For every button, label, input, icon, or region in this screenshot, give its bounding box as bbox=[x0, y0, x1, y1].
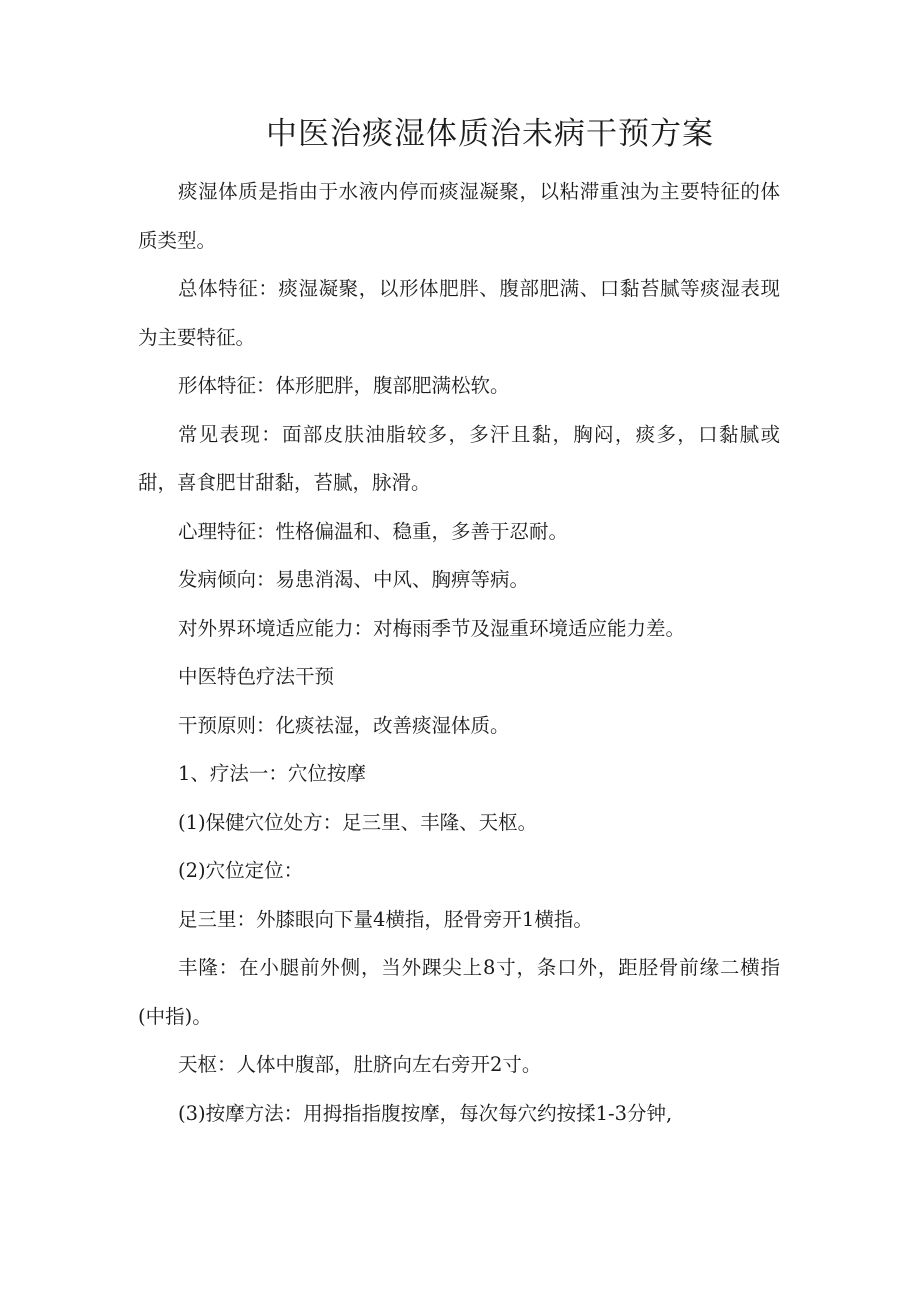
paragraph-fenglong: 丰隆：在小腿前外侧，当外踝尖上8寸，条口外，距胫骨前缘二横指(中指)。 bbox=[138, 956, 780, 1028]
paragraph-intervention-principle: 干预原则：化痰祛湿，改善痰湿体质。 bbox=[178, 713, 510, 737]
list-item-acupoint-prescription: (1)保健穴位处方：足三里、丰隆、天枢。 bbox=[178, 810, 538, 834]
document-title: 中医治痰湿体质治未病干预方案 bbox=[266, 116, 714, 152]
list-item-acupoint-location: (2)穴位定位： bbox=[178, 859, 304, 882]
paragraph-disease-tendency: 发病倾向：易患消渴、中风、胸痹等病。 bbox=[178, 568, 530, 591]
document-body bbox=[138, 168, 780, 1138]
list-item-massage-method: (3)按摩方法：用拇指指腹按摩，每次每穴约按揉1-3分钟, bbox=[178, 1101, 673, 1125]
paragraph-zusanli: 足三里：外膝眼向下量4横指，胫骨旁开1横指。 bbox=[178, 907, 593, 931]
paragraph-tianshu: 天枢：人体中腹部，肚脐向左右旁开2寸。 bbox=[178, 1053, 542, 1076]
paragraph-psychology: 心理特征：性格偏温和、稳重，多善于忍耐。 bbox=[178, 519, 569, 543]
paragraph-overall-features: 总体特征：痰湿凝聚，以形体肥胖、腹部肥满、口黏苔腻等痰湿表现为主要特征。 bbox=[138, 277, 780, 349]
section-heading-therapy-one: 1、疗法一：穴位按摩 bbox=[178, 762, 366, 785]
paragraph-definition: 痰湿体质是指由于水液内停而痰湿凝聚，以粘滞重浊为主要特征的体质类型。 bbox=[138, 180, 780, 252]
paragraph-environment-adaptation: 对外界环境适应能力：对梅雨季节及湿重环境适应能力差。 bbox=[178, 616, 686, 640]
paragraph-common-symptoms: 常见表现：面部皮肤油脂较多，多汗且黏，胸闷，痰多，口黏腻或甜，喜食肥甘甜黏，苔腻，脉滑。 bbox=[138, 422, 780, 494]
paragraph-body-shape: 形体特征：体形肥胖，腹部肥满松软。 bbox=[178, 374, 510, 397]
section-heading-tcm-therapy: 中医特色疗法干预 bbox=[178, 665, 335, 688]
